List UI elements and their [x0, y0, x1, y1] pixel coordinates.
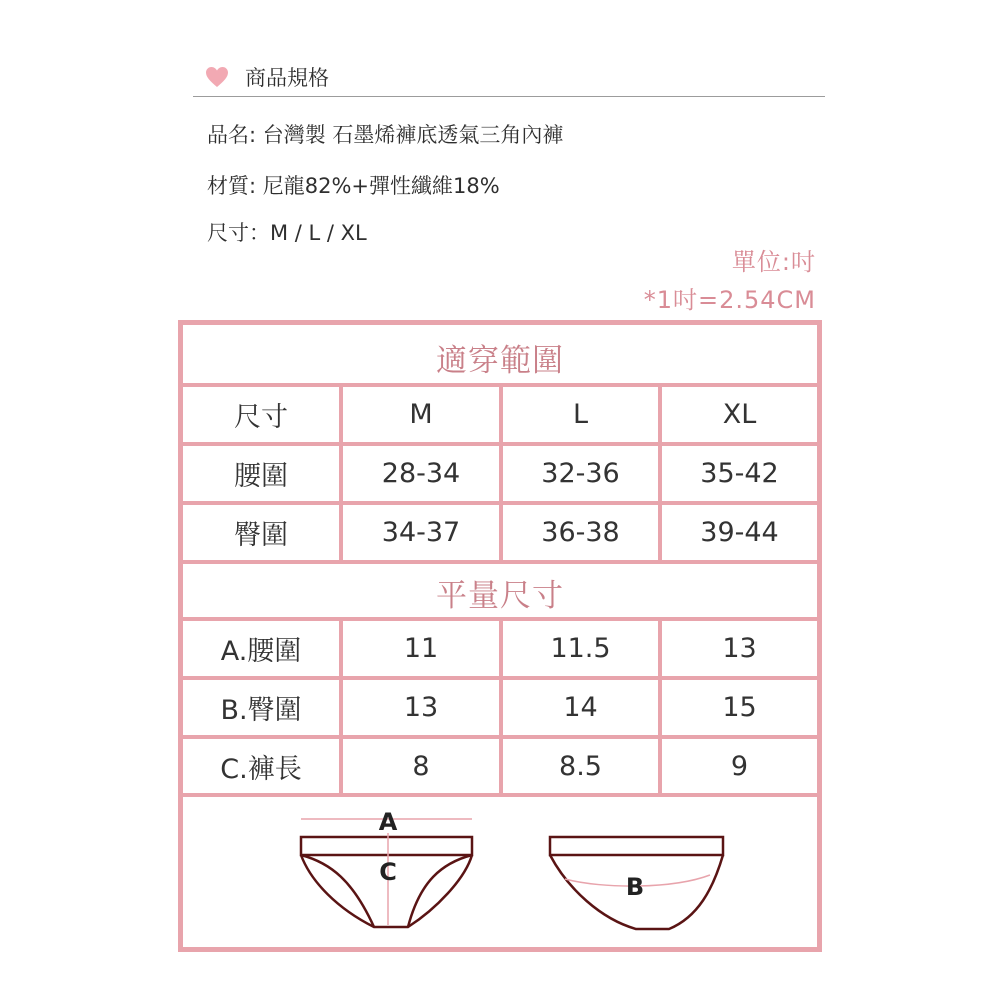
- table-cell: 32-36: [541, 458, 620, 489]
- heart-icon: [205, 66, 229, 88]
- spec-title: 商品規格: [245, 66, 329, 90]
- table-cell: 39-44: [700, 517, 779, 548]
- measurement-diagram: [183, 797, 817, 947]
- header-cell: L: [572, 399, 589, 430]
- table-cell: 8: [412, 750, 430, 782]
- row-label: C.褲長: [220, 753, 302, 785]
- header-cell: 尺寸: [234, 402, 288, 433]
- row-label: 腰圍: [234, 461, 288, 492]
- table-cell: 36-38: [541, 517, 620, 548]
- spec-header: [193, 56, 825, 97]
- table-cell: 15: [722, 692, 757, 723]
- row-label: B.臀圍: [220, 695, 302, 726]
- table-cell: 9: [730, 750, 749, 782]
- header-cell: XL: [722, 399, 757, 430]
- table-cell: 14: [563, 692, 598, 723]
- label-a: A: [378, 808, 398, 836]
- table-cell: 13: [403, 692, 439, 723]
- label-b: B: [625, 873, 645, 901]
- size-table: [178, 320, 822, 952]
- label-c: C: [379, 858, 397, 886]
- row-label: A.腰圍: [220, 636, 302, 667]
- table-cell: 11.5: [550, 633, 611, 664]
- product-sizes: 尺寸：M / L / XL: [207, 221, 367, 245]
- product-material: 材質: 尼龍82%+彈性纖維18%: [207, 174, 500, 198]
- table-cell: 13: [722, 633, 757, 664]
- table-cell: 11: [403, 633, 439, 664]
- table-cell: 35-42: [700, 458, 779, 489]
- unit-label: 單位:吋: [731, 248, 816, 276]
- front-brief-diagram: [301, 808, 472, 927]
- table-cell: 28-34: [381, 458, 461, 489]
- row-label: 臀圍: [234, 520, 288, 551]
- header-cell: M: [409, 399, 433, 430]
- flat-section-title: 平量尺寸: [436, 578, 564, 614]
- fit-section-title: 適穿範圍: [436, 343, 564, 379]
- table-cell: 34-37: [381, 517, 461, 548]
- back-brief-diagram: [550, 837, 723, 929]
- product-name: 品名: 台灣製 石墨烯褲底透氣三角內褲: [207, 123, 564, 147]
- table-cell: 8.5: [559, 750, 602, 782]
- unit-conversion: *1吋=2.54CM: [643, 286, 816, 314]
